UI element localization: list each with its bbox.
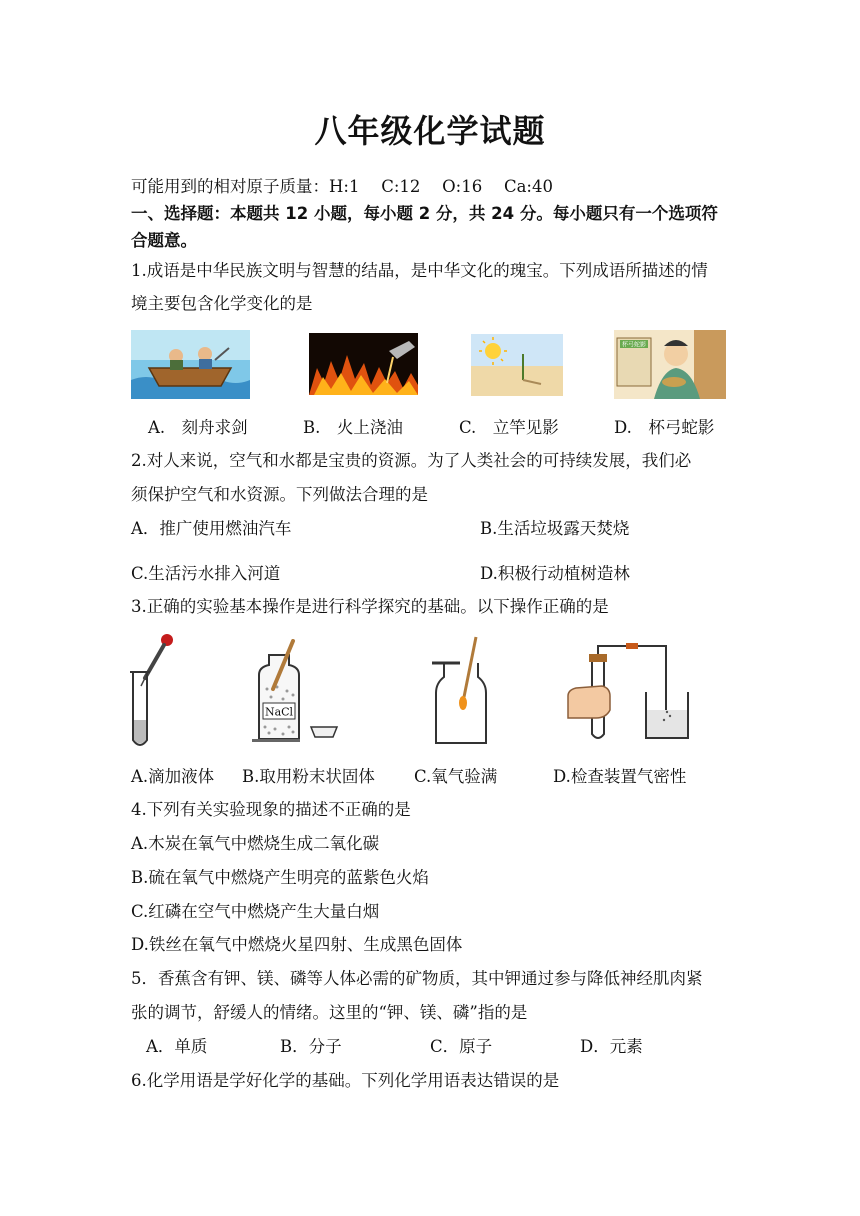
- section1-heading: 一、选择题：本题共 12 小题，每小题 2 分，共 24 分。每小题只有一个选项符: [131, 204, 718, 223]
- q3-option-d: D.检查装置气密性: [553, 767, 687, 786]
- pole-shadow-picture: [471, 334, 563, 396]
- q2-option-d: D.积极行动植树造林: [480, 564, 630, 583]
- airtightness-apparatus-figure: [566, 640, 690, 744]
- atomic-mass-line: 可能用到的相对原子质量：H:1 C:12 O:16 Ca:40: [131, 177, 553, 196]
- fire-oil-picture: [309, 333, 418, 395]
- q4-option-a: A.木炭在氧气中燃烧生成二氧化碳: [131, 834, 380, 853]
- picture-label: 杯弓蛇影: [621, 341, 647, 349]
- q5-option-b: B．分子: [280, 1037, 342, 1056]
- q3-stem: 3.正确的实验基本操作是进行科学探究的基础。以下操作正确的是: [131, 597, 609, 616]
- q2-option-c: C.生活污水排入河道: [131, 564, 281, 583]
- q3-option-a: A.滴加液体: [131, 767, 215, 786]
- page-title: 八年级化学试题: [314, 112, 546, 150]
- q1-option-a: A. 刻舟求剑: [148, 418, 248, 437]
- dropper-test-tube-figure: [127, 632, 187, 750]
- q1-stem: 1.成语是中华民族文明与智慧的结晶，是中华文化的瑰宝。下列成语所描述的情: [131, 261, 708, 280]
- q5-option-c: C．原子: [430, 1037, 493, 1056]
- q1-option-b: B. 火上浇油: [303, 418, 403, 437]
- q4-stem: 4.下列有关实验现象的描述不正确的是: [131, 800, 411, 819]
- boat-sword-picture: [131, 330, 250, 399]
- q2-option-a: A．推广使用燃油汽车: [131, 519, 292, 538]
- q5-option-d: D．元素: [580, 1037, 643, 1056]
- q4-option-d: D.铁丝在氧气中燃烧火星四射、生成黑色固体: [131, 935, 463, 954]
- q5-stem-cont: 张的调节，舒缓人的情绪。这里的“钾、镁、磷”指的是: [131, 1003, 528, 1022]
- q2-stem-cont: 须保护空气和水资源。下列做法合理的是: [131, 485, 428, 504]
- q4-option-c: C.红磷在空气中燃烧产生大量白烟: [131, 902, 380, 921]
- q1-option-c: C. 立竿见影: [459, 418, 559, 437]
- q2-stem: 2.对人来说，空气和水都是宝贵的资源。为了人类社会的可持续发展，我们必: [131, 451, 692, 470]
- q6-stem: 6.化学用语是学好化学的基础。下列化学用语表达错误的是: [131, 1071, 560, 1090]
- q3-option-c: C.氧气验满: [414, 767, 498, 786]
- bow-snake-picture: [614, 330, 726, 399]
- q2-option-b: B.生活垃圾露天焚烧: [480, 519, 630, 538]
- q1-option-d: D. 杯弓蛇影: [614, 418, 715, 437]
- oxygen-bottle-figure: [430, 633, 490, 747]
- q5-option-a: A．单质: [146, 1037, 208, 1056]
- section1-heading-cont: 合题意。: [131, 231, 197, 250]
- q5-stem: 5．香蕉含有钾、镁、磷等人体必需的矿物质，其中钾通过参与降低神经肌肉紧: [131, 969, 703, 988]
- q4-option-b: B.硫在氧气中燃烧产生明亮的蓝紫色火焰: [131, 868, 429, 887]
- q1-stem-cont: 境主要包含化学变化的是: [131, 294, 313, 313]
- nacl-label: NaCl: [264, 705, 294, 719]
- q3-option-b: B.取用粉末状固体: [242, 767, 375, 786]
- powder-bottle-figure: [249, 639, 339, 743]
